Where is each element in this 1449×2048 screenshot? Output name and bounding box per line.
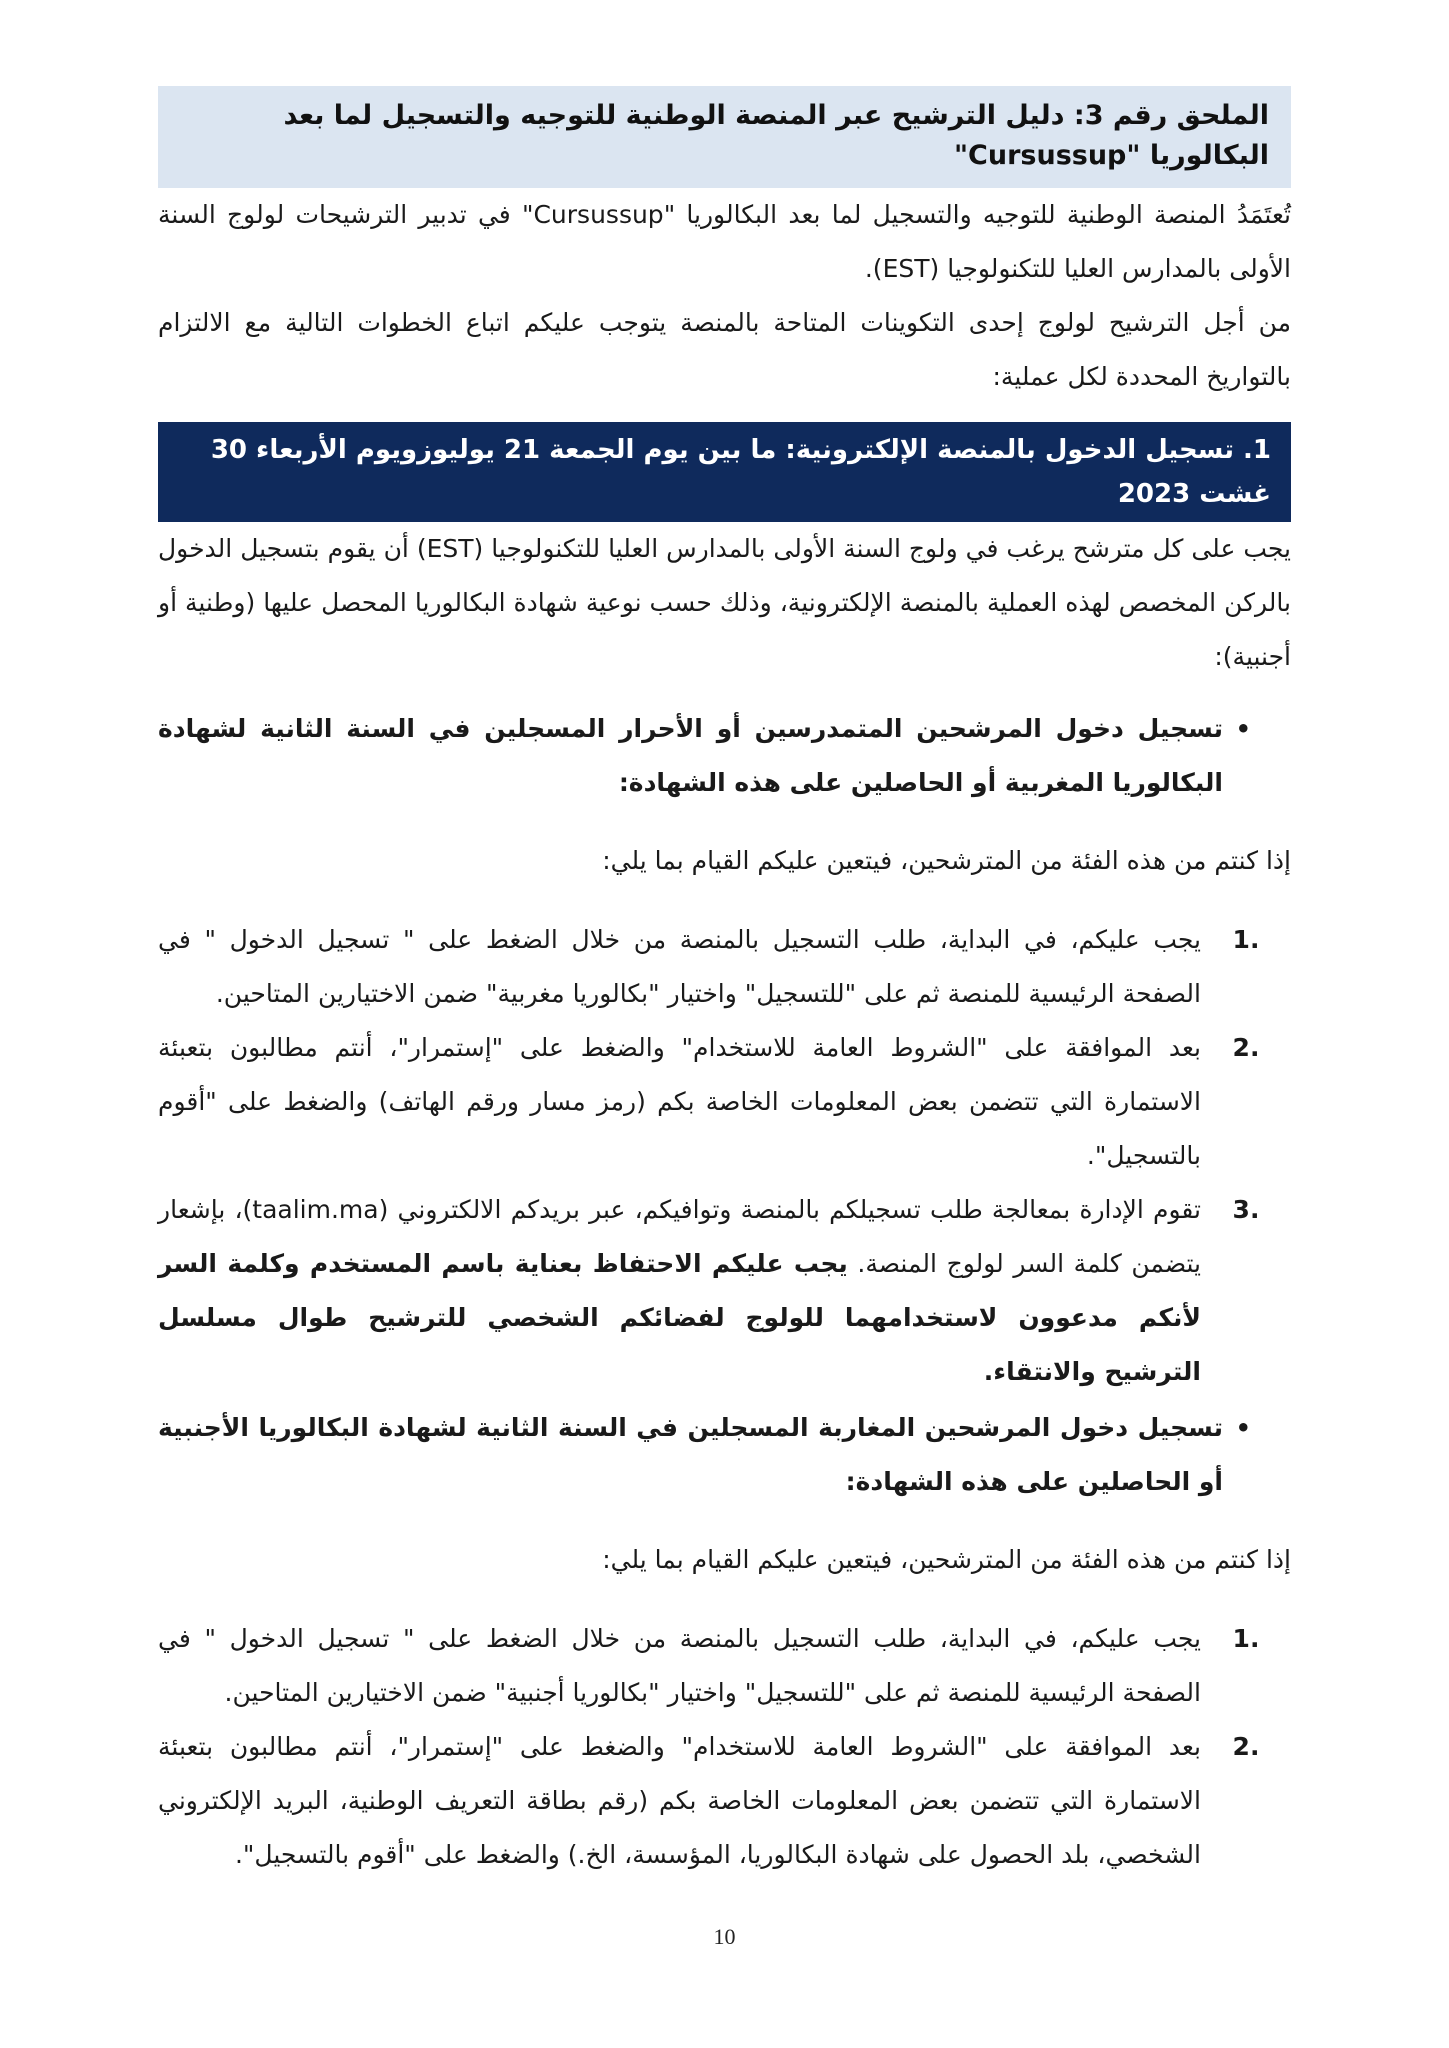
step-number: 1. bbox=[1232, 925, 1260, 954]
steps-intro-paragraph: من أجل الترشيح لولوج إحدى التكوينات المتاحة بالمنصة يتوجب عليكم اتباع الخطوات التالية مع الالتزام بالتواريخ المحددة لكل عملية: bbox=[158, 308, 1291, 391]
category-intro: إذا كنتم من هذه الفئة من المترشحين، فيتعين عليكم القيام بما يلي: bbox=[602, 846, 1291, 875]
list-item bbox=[158, 1720, 1291, 1882]
list-item bbox=[158, 913, 1291, 1021]
section-paragraph: يجب على كل مترشح يرغب في ولوج السنة الأولى بالمدارس العليا للتكنولوجيا (EST) أن يقوم بتسجيل الدخول بالركن المخصص لهذه العملية بالمنصة الإلكترونية، وذلك حسب نوعية شهادة البكالوريا المحصل عليها (وطنية أو أجنبية): bbox=[158, 534, 1292, 671]
step-text: بعد الموافقة على "الشروط العامة للاستخدام" والضغط على "إستمرار"، أنتم مطالبون بتعبئة الاستمارة التي تتضمن بعض المعلومات الخاصة بكم (رمز مسار ورقم الهاتف) والضغط على "أقوم بالتسجيل". bbox=[158, 1033, 1201, 1170]
step-text: بعد الموافقة على "الشروط العامة للاستخدام" والضغط على "إستمرار"، أنتم مطالبون بتعبئة الاستمارة التي تتضمن بعض المعلومات الخاصة بكم (رقم بطاقة التعريف الوطنية، البريد الإلكتروني الشخصي، بلد الحصول على شهادة البكالوريا، المؤسسة، الخ.) والضغط على "أقوم بالتسجيل". bbox=[158, 1732, 1201, 1869]
list-item bbox=[158, 1612, 1291, 1720]
bullet-heading: تسجيل دخول المرشحين المتمدرسين أو الأحرار المسجلين في السنة الثانية لشهادة البكالوريا المغربية أو الحاصلين على هذه الشهادة: bbox=[158, 714, 1223, 797]
step-number: 2. bbox=[1232, 1732, 1260, 1761]
step-emphasis-text: يجب عليكم الاحتفاظ بعناية باسم المستخدم وكلمة السر لأنكم مدعوون لاستخدامهما للولوج لفضائكم الشخصي للترشيح طوال مسلسل الترشيح والانتقاء. bbox=[158, 1249, 1201, 1386]
steps-list-moroccan bbox=[158, 913, 1291, 1399]
step-number: 2. bbox=[1232, 1033, 1260, 1062]
annex-title: الملحق رقم 3: دليل الترشيح عبر المنصة الوطنية للتوجيه والتسجيل لما بعد البكالوريا "Cursussup" bbox=[158, 86, 1291, 188]
page-number: 10 bbox=[713, 1924, 736, 1949]
section-title-registration: 1. تسجيل الدخول بالمنصة الإلكترونية: ما بين يوم الجمعة 21 يوليوزويوم الأربعاء 30 غشت 2023 bbox=[158, 422, 1291, 522]
bullet-foreign-baccalaureate bbox=[158, 1401, 1291, 1509]
list-item bbox=[158, 1183, 1291, 1399]
step-text: يجب عليكم، في البداية، طلب التسجيل بالمنصة من خلال الضغط على " تسجيل الدخول " في الصفحة الرئيسية للمنصة ثم على "للتسجيل" واختيار "بكالوريا مغربية" ضمن الاختيارين المتاحين. bbox=[158, 925, 1201, 1008]
category-intro: إذا كنتم من هذه الفئة من المترشحين، فيتعين عليكم القيام بما يلي: bbox=[602, 1545, 1291, 1574]
step-text: يجب عليكم، في البداية، طلب التسجيل بالمنصة من خلال الضغط على " تسجيل الدخول " في الصفحة الرئيسية للمنصة ثم على "للتسجيل" واختيار "بكالوريا أجنبية" ضمن الاختيارين المتاحين. bbox=[158, 1624, 1201, 1707]
page-content bbox=[158, 86, 1291, 1882]
list-item bbox=[158, 1021, 1291, 1183]
bullet-heading: تسجيل دخول المرشحين المغاربة المسجلين في السنة الثانية لشهادة البكالوريا الأجنبية أو الحاصلين على هذه الشهادة: bbox=[158, 1413, 1223, 1496]
step-text-with-emphasis bbox=[158, 1183, 1201, 1399]
step-number: 1. bbox=[1232, 1624, 1260, 1653]
bullet-moroccan-baccalaureate bbox=[158, 702, 1291, 810]
intro-paragraph: تُعتَمَدُ المنصة الوطنية للتوجيه والتسجيل لما بعد البكالوريا "Cursussup" في تدبير الترشيحات لولوج السنة الأولى بالمدارس العليا للتكنولوجيا (EST). bbox=[158, 200, 1291, 283]
bullet-marker: • bbox=[1235, 1414, 1251, 1442]
steps-list-foreign bbox=[158, 1612, 1291, 1882]
step-text: تقوم الإدارة بمعالجة طلب تسجيلكم بالمنصة وتوافيكم، عبر بريدكم الالكتروني (taalim.ma)، بإشعار يتضمن كلمة السر لولوج المنصة. bbox=[158, 1195, 1202, 1278]
bullet-marker: • bbox=[1235, 715, 1251, 743]
step-number: 3. bbox=[1232, 1195, 1260, 1224]
